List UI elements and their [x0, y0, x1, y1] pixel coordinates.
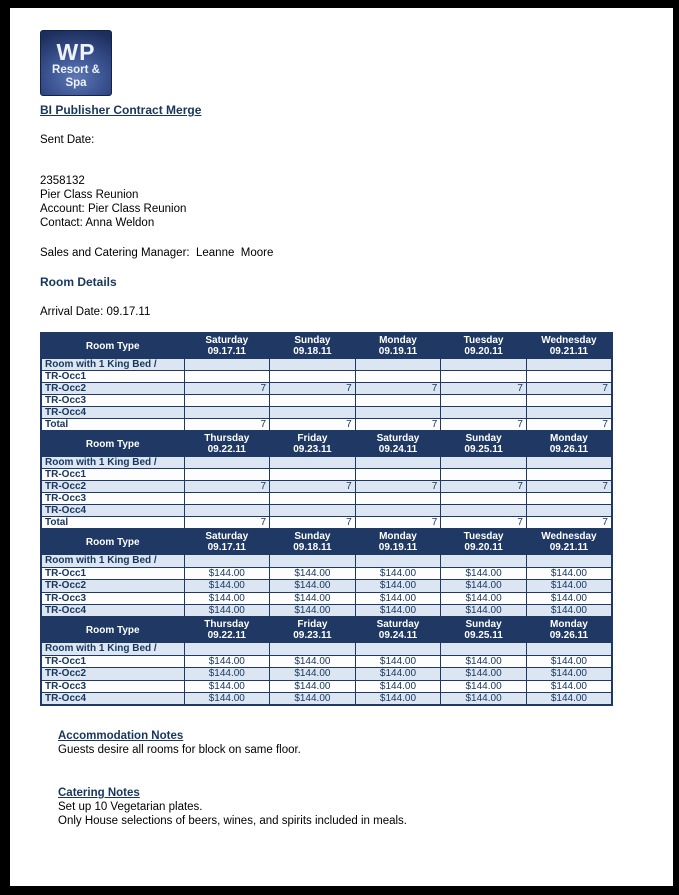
rate-value-cell: $144.00 — [184, 655, 270, 668]
rate-value-cell — [184, 555, 270, 568]
occupancy-value-cell: 7 — [270, 383, 356, 395]
room-type-cell: TR-Occ1 — [41, 567, 184, 580]
occupancy-value-cell: 7 — [184, 419, 270, 432]
room-type-cell: TR-Occ3 — [41, 592, 184, 605]
day-name: Tuesday — [463, 335, 504, 346]
rate-value-cell: $144.00 — [270, 680, 356, 693]
room-row — [41, 505, 612, 517]
rate-value-cell: $144.00 — [184, 592, 270, 605]
room-row — [41, 481, 612, 493]
contract-info-block — [40, 174, 673, 230]
rate-value-cell: $144.00 — [355, 680, 441, 693]
occupancy-value-cell — [184, 359, 270, 371]
occupancy-value-cell — [441, 407, 527, 419]
day-name: Thursday — [204, 619, 250, 630]
room-type-cell: Total — [41, 517, 184, 530]
rate-value-cell: $144.00 — [355, 668, 441, 681]
occupancy-value-cell — [441, 395, 527, 407]
day-date: 09.21.11 — [549, 346, 589, 357]
occupancy-value-cell — [441, 469, 527, 481]
rate-value-cell — [184, 643, 270, 656]
room-row — [41, 395, 612, 407]
day-header-cell — [184, 529, 270, 555]
occupancy-value-cell: 7 — [184, 481, 270, 493]
day-date: 09.17.11 — [207, 346, 246, 357]
room-row — [41, 407, 612, 419]
rate-value-cell: $144.00 — [441, 680, 527, 693]
day-date: 09.17.11 — [207, 542, 246, 553]
day-date: 09.24.11 — [378, 444, 418, 455]
occupancy-value-cell: 7 — [526, 481, 612, 493]
resort-spa-logo — [40, 30, 112, 96]
occupancy-value-cell — [526, 505, 612, 517]
day-name: Sunday — [465, 433, 502, 444]
rate-value-cell — [441, 643, 527, 656]
day-date: 09.26.11 — [549, 630, 589, 641]
rate-value-cell — [441, 555, 527, 568]
occupancy-value-cell: 7 — [270, 481, 356, 493]
day-name: Thursday — [204, 433, 250, 444]
day-header-cell — [526, 431, 612, 457]
day-header-cell — [270, 333, 356, 359]
day-header-cell — [270, 617, 356, 643]
day-date: 09.22.11 — [207, 630, 246, 641]
day-header-cell — [184, 431, 270, 457]
occupancy-value-cell — [355, 359, 441, 371]
rate-value-cell: $144.00 — [270, 693, 356, 706]
band-header-row — [41, 529, 612, 555]
occupancy-value-cell — [441, 371, 527, 383]
day-header-cell — [184, 617, 270, 643]
room-type-cell: TR-Occ2 — [41, 383, 184, 395]
rate-value-cell: $144.00 — [184, 668, 270, 681]
rate-value-cell: $144.00 — [441, 580, 527, 593]
room-grid-band-rates — [40, 528, 613, 618]
rate-value-cell: $144.00 — [526, 605, 612, 618]
room-type-cell: Room with 1 King Bed / — [41, 643, 184, 656]
room-type-cell: TR-Occ3 — [41, 680, 184, 693]
occupancy-value-cell: 7 — [441, 481, 527, 493]
note-line: Only House selections of beers, wines, and spirits included in meals. — [58, 815, 408, 827]
sent-date-label: Sent Date: — [40, 134, 95, 146]
contact-line: Contact: Anna Weldon — [40, 217, 155, 229]
occupancy-value-cell: 7 — [526, 383, 612, 395]
band-header-row — [41, 333, 612, 359]
note-line: Set up 10 Vegetarian plates. — [58, 801, 203, 813]
day-name: Friday — [297, 619, 328, 630]
rate-value-cell: $144.00 — [355, 580, 441, 593]
contract-number: 2358132 — [40, 175, 85, 187]
room-type-cell: Room with 1 King Bed / — [41, 457, 184, 469]
occupancy-value-cell — [355, 493, 441, 505]
occupancy-value-cell — [355, 505, 441, 517]
rate-value-cell: $144.00 — [184, 680, 270, 693]
note-heading: Accommodation Notes — [58, 730, 184, 742]
day-name: Saturday — [376, 619, 420, 630]
room-row — [41, 580, 612, 593]
occupancy-value-cell — [355, 469, 441, 481]
occupancy-value-cell — [270, 407, 356, 419]
notes-section — [58, 729, 673, 828]
occupancy-value-cell: 7 — [355, 419, 441, 432]
rate-value-cell — [526, 643, 612, 656]
rate-value-cell — [270, 643, 356, 656]
room-type-cell: TR-Occ4 — [41, 505, 184, 517]
room-type-header-cell: Room Type — [41, 529, 184, 555]
room-type-cell: TR-Occ2 — [41, 668, 184, 681]
day-name: Sunday — [294, 335, 331, 346]
rate-value-cell: $144.00 — [355, 693, 441, 706]
room-type-cell: TR-Occ4 — [41, 693, 184, 706]
rate-value-cell: $144.00 — [526, 655, 612, 668]
occupancy-value-cell: 7 — [441, 383, 527, 395]
day-header-cell — [526, 529, 612, 555]
occupancy-value-cell — [270, 505, 356, 517]
day-header-cell — [441, 333, 527, 359]
arrival-date-line: Arrival Date: 09.17.11 — [40, 306, 151, 318]
occupancy-value-cell — [270, 395, 356, 407]
day-date: 09.20.11 — [464, 542, 503, 553]
day-header-cell — [355, 431, 441, 457]
occupancy-value-cell: 7 — [355, 481, 441, 493]
occupancy-value-cell — [184, 395, 270, 407]
room-row — [41, 693, 612, 706]
rate-value-cell: $144.00 — [355, 592, 441, 605]
rate-value-cell: $144.00 — [441, 567, 527, 580]
room-type-cell: TR-Occ2 — [41, 580, 184, 593]
rate-value-cell: $144.00 — [526, 693, 612, 706]
room-row — [41, 359, 612, 371]
room-row — [41, 668, 612, 681]
day-date: 09.19.11 — [378, 542, 418, 553]
rate-value-cell: $144.00 — [526, 592, 612, 605]
day-date: 09.25.11 — [464, 444, 503, 455]
room-type-cell: Room with 1 King Bed / — [41, 555, 184, 568]
day-name: Wednesday — [541, 531, 597, 542]
occupancy-value-cell — [526, 371, 612, 383]
rate-value-cell — [270, 555, 356, 568]
day-date: 09.24.11 — [378, 630, 418, 641]
day-name: Tuesday — [463, 531, 504, 542]
day-date: 09.26.11 — [549, 444, 589, 455]
day-date: 09.18.11 — [293, 542, 332, 553]
rate-value-cell: $144.00 — [355, 655, 441, 668]
occupancy-value-cell: 7 — [441, 419, 527, 432]
rate-value-cell: $144.00 — [441, 693, 527, 706]
occupancy-value-cell: 7 — [184, 517, 270, 530]
occupancy-value-cell: 7 — [526, 419, 612, 432]
rate-value-cell — [355, 555, 441, 568]
day-name: Monday — [550, 619, 588, 630]
day-name: Monday — [379, 335, 417, 346]
room-type-cell: TR-Occ1 — [41, 655, 184, 668]
room-grid-band-rates — [40, 616, 613, 706]
rate-value-cell: $144.00 — [526, 680, 612, 693]
room-row — [41, 680, 612, 693]
account-line: Account: Pier Class Reunion — [40, 203, 187, 215]
occupancy-value-cell — [441, 505, 527, 517]
occupancy-value-cell: 7 — [270, 517, 356, 530]
day-header-cell — [184, 333, 270, 359]
day-name: Saturday — [376, 433, 420, 444]
rate-value-cell: $144.00 — [184, 693, 270, 706]
band-header-row — [41, 431, 612, 457]
occupancy-value-cell — [184, 469, 270, 481]
day-header-cell — [270, 529, 356, 555]
occupancy-value-cell — [270, 371, 356, 383]
room-details-heading: Room Details — [40, 275, 117, 289]
rate-value-cell: $144.00 — [184, 567, 270, 580]
day-date: 09.23.11 — [293, 444, 332, 455]
day-name: Wednesday — [541, 335, 597, 346]
rate-value-cell: $144.00 — [270, 655, 356, 668]
occupancy-value-cell — [526, 493, 612, 505]
room-row — [41, 371, 612, 383]
rate-value-cell — [526, 555, 612, 568]
occupancy-value-cell — [270, 493, 356, 505]
note-block — [58, 729, 673, 757]
rate-value-cell: $144.00 — [441, 605, 527, 618]
room-grid-band-occupancy — [40, 430, 613, 530]
day-date: 09.22.11 — [207, 444, 246, 455]
day-header-cell — [441, 431, 527, 457]
rate-value-cell: $144.00 — [184, 605, 270, 618]
rate-value-cell: $144.00 — [270, 567, 356, 580]
page-content — [10, 8, 673, 828]
room-type-cell: TR-Occ3 — [41, 395, 184, 407]
day-date: 09.18.11 — [293, 346, 332, 357]
room-type-header-cell: Room Type — [41, 431, 184, 457]
room-type-cell: TR-Occ1 — [41, 371, 184, 383]
day-name: Saturday — [205, 531, 249, 542]
day-header-cell — [441, 617, 527, 643]
occupancy-value-cell — [526, 469, 612, 481]
rate-value-cell: $144.00 — [355, 567, 441, 580]
day-header-cell — [355, 333, 441, 359]
logo-spa-line: Spa — [65, 77, 87, 89]
occupancy-value-cell: 7 — [184, 383, 270, 395]
room-row — [41, 567, 612, 580]
occupancy-value-cell — [355, 395, 441, 407]
occupancy-value-cell — [184, 505, 270, 517]
room-tables — [40, 332, 611, 706]
room-type-cell: TR-Occ4 — [41, 605, 184, 618]
room-row — [41, 555, 612, 568]
occupancy-value-cell — [184, 407, 270, 419]
rate-value-cell: $144.00 — [184, 580, 270, 593]
rate-value-cell: $144.00 — [526, 567, 612, 580]
logo-resort-line: Resort & — [52, 64, 100, 76]
occupancy-value-cell — [270, 359, 356, 371]
day-name: Sunday — [294, 531, 331, 542]
room-type-cell: TR-Occ2 — [41, 481, 184, 493]
note-block — [58, 786, 673, 828]
room-type-cell: Room with 1 King Bed / — [41, 359, 184, 371]
rate-value-cell: $144.00 — [441, 655, 527, 668]
room-type-cell: TR-Occ1 — [41, 469, 184, 481]
room-type-cell: TR-Occ3 — [41, 493, 184, 505]
occupancy-value-cell — [184, 371, 270, 383]
room-type-header-cell: Room Type — [41, 333, 184, 359]
rate-value-cell: $144.00 — [526, 668, 612, 681]
occupancy-value-cell — [270, 469, 356, 481]
sales-catering-manager-line: Sales and Catering Manager: Leanne Moore — [40, 247, 274, 259]
day-date: 09.20.11 — [464, 346, 503, 357]
day-date: 09.19.11 — [378, 346, 418, 357]
band-header-row — [41, 617, 612, 643]
room-row — [41, 643, 612, 656]
day-name: Saturday — [205, 335, 249, 346]
occupancy-value-cell: 7 — [355, 383, 441, 395]
occupancy-value-cell: 7 — [526, 517, 612, 530]
rate-value-cell: $144.00 — [441, 668, 527, 681]
day-header-cell — [355, 529, 441, 555]
room-type-cell: TR-Occ4 — [41, 407, 184, 419]
rate-value-cell: $144.00 — [270, 580, 356, 593]
room-row — [41, 493, 612, 505]
occupancy-value-cell — [441, 359, 527, 371]
event-name: Pier Class Reunion — [40, 189, 139, 201]
room-row — [41, 655, 612, 668]
rate-value-cell: $144.00 — [270, 592, 356, 605]
room-row — [41, 457, 612, 469]
day-name: Friday — [297, 433, 328, 444]
room-type-cell: Total — [41, 419, 184, 432]
document-title-link[interactable]: BI Publisher Contract Merge — [40, 103, 202, 117]
day-name: Monday — [550, 433, 588, 444]
room-type-header-cell: Room Type — [41, 617, 184, 643]
occupancy-value-cell: 7 — [355, 517, 441, 530]
day-date: 09.21.11 — [549, 542, 589, 553]
occupancy-value-cell — [355, 457, 441, 469]
occupancy-value-cell — [184, 493, 270, 505]
occupancy-value-cell — [526, 457, 612, 469]
occupancy-value-cell — [526, 359, 612, 371]
rate-value-cell: $144.00 — [270, 605, 356, 618]
note-heading: Catering Notes — [58, 787, 140, 799]
occupancy-value-cell — [270, 457, 356, 469]
room-row — [41, 469, 612, 481]
day-name: Monday — [379, 531, 417, 542]
occupancy-value-cell — [355, 407, 441, 419]
day-name: Sunday — [465, 619, 502, 630]
day-date: 09.23.11 — [293, 630, 332, 641]
occupancy-value-cell — [184, 457, 270, 469]
day-header-cell — [270, 431, 356, 457]
rate-value-cell: $144.00 — [355, 605, 441, 618]
rate-value-cell — [355, 643, 441, 656]
occupancy-value-cell: 7 — [270, 419, 356, 432]
occupancy-value-cell — [526, 395, 612, 407]
day-header-cell — [441, 529, 527, 555]
occupancy-value-cell: 7 — [441, 517, 527, 530]
day-header-cell — [526, 333, 612, 359]
room-row — [41, 592, 612, 605]
rate-value-cell: $144.00 — [526, 580, 612, 593]
occupancy-value-cell — [441, 457, 527, 469]
note-line: Guests desire all rooms for block on same floor. — [58, 744, 301, 756]
logo-initials: WP — [56, 39, 96, 65]
room-grid-band-occupancy — [40, 332, 613, 432]
occupancy-value-cell — [441, 493, 527, 505]
rate-value-cell: $144.00 — [441, 592, 527, 605]
day-header-cell — [355, 617, 441, 643]
occupancy-value-cell — [355, 371, 441, 383]
room-row — [41, 383, 612, 395]
day-header-cell — [526, 617, 612, 643]
occupancy-value-cell — [526, 407, 612, 419]
day-date: 09.25.11 — [464, 630, 503, 641]
rate-value-cell: $144.00 — [270, 668, 356, 681]
